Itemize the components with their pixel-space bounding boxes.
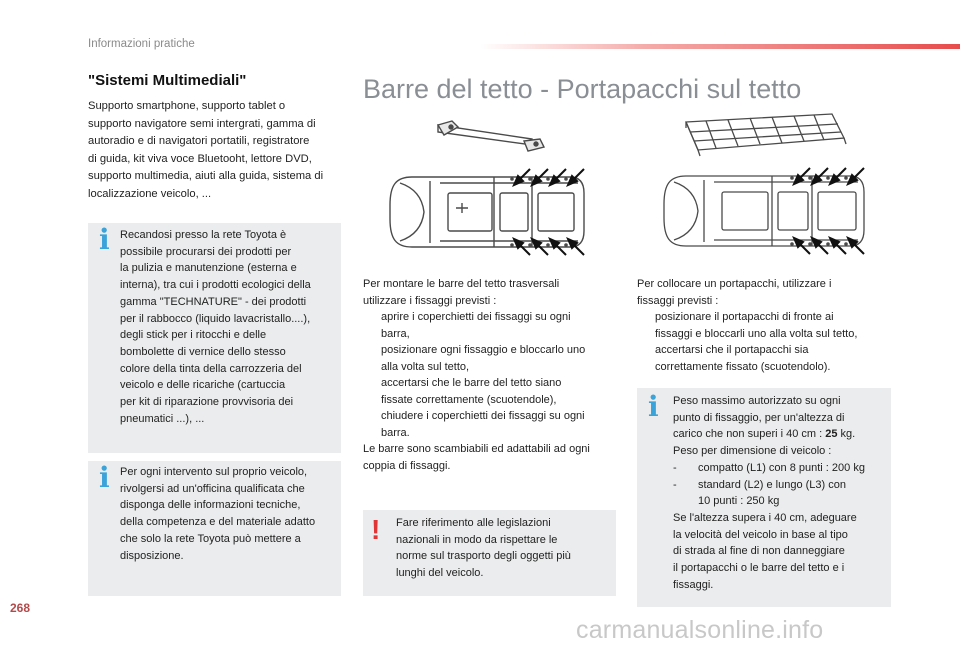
text-line: posizionare il portapacchi di fronte ai: [655, 311, 834, 323]
text-line: della competenza e del materiale adatto: [120, 516, 316, 529]
text-line: degli stick per i ritocchi e delle: [120, 329, 267, 342]
info-box-workshop: [88, 461, 341, 596]
bullet-icon: [637, 309, 655, 342]
section-header: Informazioni pratiche: [88, 38, 195, 50]
text-line: pneumatici ...), ...: [120, 412, 205, 425]
text-line: accertarsi che le barre del tetto siano: [381, 377, 562, 389]
text-line: fissate correttamente (scuotendole),: [381, 393, 557, 406]
text-line: Peso per dimensione di veicolo :: [673, 445, 832, 458]
info-icon: i: [648, 390, 659, 423]
text-line: chiudere i coperchietti dei fissaggi su ogni: [381, 410, 585, 422]
page-title: Barre del tetto - Portapacchi sul tetto: [363, 74, 802, 104]
text-line: bombolette di vernice dello stesso: [120, 345, 286, 358]
dash-icon: -: [673, 461, 677, 474]
text-line: fissaggi e bloccarli uno alla volta sul tetto,: [655, 327, 858, 340]
text-line: Per montare le barre del tetto trasversali: [363, 278, 560, 290]
max-load-value: 25: [825, 428, 838, 441]
roof-bars-instructions: [363, 276, 628, 474]
text-line: Per ogni intervento sul proprio veicolo,: [120, 466, 308, 478]
text-line: compatto (L1) con 8 punti : 200 kg: [698, 461, 865, 474]
text-line: standard (L2) e lungo (L3) con: [698, 478, 846, 491]
text-line: la velocità del veicolo in base al tipo: [673, 528, 848, 541]
info-box-products: [88, 223, 341, 453]
text-line: fissaggi previsti :: [637, 294, 719, 307]
text-line: 10 punti : 250 kg: [698, 495, 780, 508]
info-box-text: [673, 393, 887, 593]
text-line: colore della tinta della carrozzeria del: [120, 362, 302, 375]
roof-bars-illustration: [382, 113, 587, 271]
text-line: Per collocare un portapacchi, utilizzare i: [637, 278, 832, 290]
text-line: coppia di fissaggi.: [363, 459, 451, 472]
text-line: localizzazione veicolo, ...: [88, 187, 212, 200]
text-line: disponga delle informazioni tecniche,: [120, 499, 301, 512]
text-line: supporto navigatore semi intergrati, gamma di: [88, 117, 316, 130]
text-line: Recandosi presso la rete Toyota è: [120, 229, 287, 241]
text-line: alla volta sul tetto,: [381, 360, 470, 373]
bullet-icon: [363, 408, 381, 441]
roof-rack-illustration: [656, 108, 868, 271]
text-line: possibile procurarsi dei prodotti per: [120, 245, 292, 258]
text-line: per il rabbocco (liquido lavacristallo....),: [120, 312, 311, 325]
text-line: lunghi del veicolo.: [396, 567, 484, 580]
list-item-text: [655, 342, 830, 375]
text-line: interna), tra cui i prodotti ecologici della: [120, 279, 311, 292]
list-item: [637, 309, 897, 342]
text-line: il portapacchi o le barre del tetto e i: [673, 562, 845, 575]
list-item: [363, 408, 628, 441]
text-line: la pulizia e manutenzione (esterna e: [120, 262, 297, 275]
text-line: correttamente fissato (scuotendolo).: [655, 360, 831, 373]
text-line: rivolgersi ad un'officina qualificata che: [120, 482, 305, 495]
text-line: [673, 426, 887, 443]
dash-item-text: [698, 477, 846, 510]
header-accent-bar: [480, 44, 960, 49]
multimedia-title: "Sistemi Multimediali": [88, 72, 247, 89]
bullet-icon: [637, 342, 655, 375]
text-line: Supporto smartphone, supporto tablet o: [88, 100, 286, 112]
text-line: aprire i coperchietti dei fissaggi su ogni: [381, 311, 571, 323]
text-line: accertarsi che il portapacchi sia: [655, 344, 809, 356]
list-item: [363, 342, 628, 375]
text-line: Le barre sono scambiabili ed adattabili ad ogni: [363, 443, 590, 455]
text-line: Peso massimo autorizzato su ogni: [673, 395, 841, 407]
text-line: di strada al fine di non danneggiare: [673, 545, 845, 558]
dash-item: [673, 460, 887, 477]
warning-icon: !: [371, 514, 381, 545]
text-line: posizionare ogni fissaggio e bloccarlo uno: [381, 344, 586, 356]
text-line: gamma "TECHNATURE" - dei prodotti: [120, 295, 307, 308]
text-line: autoradio e di navigatori portatili, registratore: [88, 135, 310, 147]
text-segment: carico che non superi i 40 cm :: [673, 428, 826, 441]
text-line: barra.: [381, 426, 410, 439]
list-item-text: [381, 309, 571, 342]
info-box-text: [120, 227, 338, 427]
text-line: punto di fissaggio, per un'altezza di: [673, 411, 845, 424]
text-line: Se l'altezza supera i 40 cm, adeguare: [673, 511, 857, 524]
list-item-text: [655, 309, 857, 342]
list-item-text: [381, 408, 585, 441]
roof-rack-instructions: [637, 276, 897, 375]
info-box-text: [120, 464, 338, 564]
list-item-text: [381, 342, 585, 375]
page-number: 268: [10, 601, 31, 615]
text-line: veicolo e delle ricariche (cartuccia: [120, 379, 286, 392]
warning-box-legislation: [363, 510, 616, 596]
text-line: di guida, kit viva voce Bluetooht, lettore DVD,: [88, 152, 312, 165]
text-segment: kg.: [837, 428, 856, 441]
text-line: nazionali in modo da rispettare le: [396, 533, 558, 546]
list-item: [363, 309, 628, 342]
text-line: per kit di riparazione provvisoria dei: [120, 396, 294, 409]
text-line: norme sul trasporto degli oggetti più: [396, 550, 571, 563]
text-line: utilizzare i fissaggi previsti :: [363, 294, 497, 307]
info-icon: i: [99, 223, 110, 256]
text-line: barra,: [381, 327, 410, 340]
text-line: che solo la rete Toyota può mettere a: [120, 532, 301, 545]
text-line: disposizione.: [120, 549, 184, 562]
info-box-weight: [637, 388, 891, 607]
list-item: [363, 375, 628, 408]
warning-box-text: [396, 515, 612, 582]
dash-item: [673, 477, 887, 510]
watermark: carmanualsonline.info: [576, 616, 824, 644]
dash-icon: -: [673, 478, 677, 491]
text-line: supporto multimedia, aiuti alla guida, sistema di: [88, 170, 324, 182]
list-item-text: [381, 375, 561, 408]
multimedia-intro: [88, 98, 346, 203]
info-icon: i: [99, 461, 110, 494]
text-line: fissaggi.: [673, 578, 714, 591]
list-item: [637, 342, 897, 375]
bullet-icon: [363, 342, 381, 375]
bullet-icon: [363, 375, 381, 408]
text-line: Fare riferimento alle legislazioni: [396, 517, 551, 529]
bullet-icon: [363, 309, 381, 342]
